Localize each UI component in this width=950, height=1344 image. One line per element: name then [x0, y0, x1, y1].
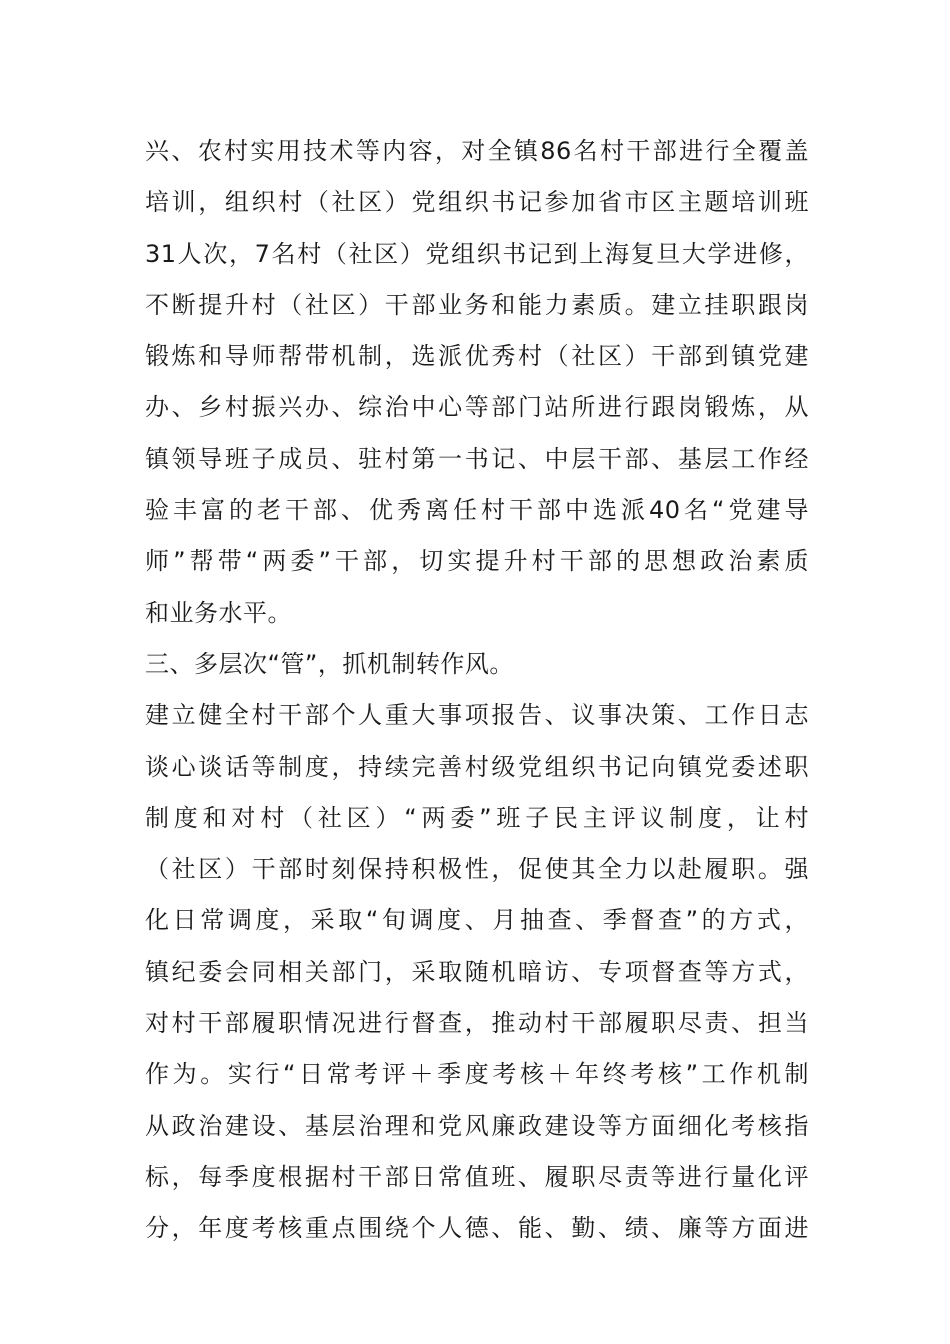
text-line: 办、乡村振兴办、综治中心等部门站所进行跟岗锻炼，从 — [145, 393, 809, 422]
text-line: 镇纪委会同相关部门，采取随机暗访、专项督查等方式， — [145, 957, 809, 986]
text-line: 不断提升村（社区）干部业务和能力素质。建立挂职跟岗 — [145, 290, 809, 319]
text-line: 锻炼和导师帮带机制，选派优秀村（社区）干部到镇党建 — [145, 342, 809, 371]
text-line: 作为。实行“日常考评＋季度考核＋年终考核”工作机制 — [145, 1060, 809, 1089]
section-heading: 三、多层次“管”，抓机制转作风。 — [145, 649, 514, 678]
text-line: 从政治建设、基层治理和党风廉政建设等方面细化考核指 — [145, 1111, 809, 1140]
text-line: 标，每季度根据村干部日常值班、履职尽责等进行量化评 — [145, 1162, 809, 1191]
text-line: 对村干部履职情况进行督查，推动村干部履职尽责、担当 — [145, 1009, 809, 1038]
text-line: 制度和对村（社区）“两委”班子民主评议制度，让村 — [145, 803, 809, 832]
text-line: 谈心谈话等制度，持续完善村级党组织书记向镇党委述职 — [145, 752, 809, 781]
text-line: 师”帮带“两委”干部，切实提升村干部的思想政治素质 — [145, 547, 809, 576]
text-line: 建立健全村干部个人重大事项报告、议事决策、工作日志 — [145, 701, 809, 730]
text-line: 分，年度考核重点围绕个人德、能、勤、绩、廉等方面进 — [145, 1214, 809, 1243]
text-line: 兴、农村实用技术等内容，对全镇86名村干部进行全覆盖 — [145, 137, 809, 165]
document-body — [145, 126, 809, 1255]
text-line: 培训，组织村（社区）党组织书记参加省市区主题培训班 — [145, 188, 809, 217]
text-line: 验丰富的老干部、优秀离任村干部中选派40名“党建导 — [145, 496, 809, 525]
text-line: 化日常调度，采取“旬调度、月抽查、季督查”的方式， — [145, 906, 809, 935]
text-line: （社区）干部时刻保持积极性，促使其全力以赴履职。强 — [145, 855, 809, 884]
text-line: 镇领导班子成员、驻村第一书记、中层干部、基层工作经 — [145, 444, 809, 473]
text-line: 31人次，7名村（社区）党组织书记到上海复旦大学进修， — [145, 239, 809, 268]
text-line: 和业务水平。 — [145, 598, 292, 627]
